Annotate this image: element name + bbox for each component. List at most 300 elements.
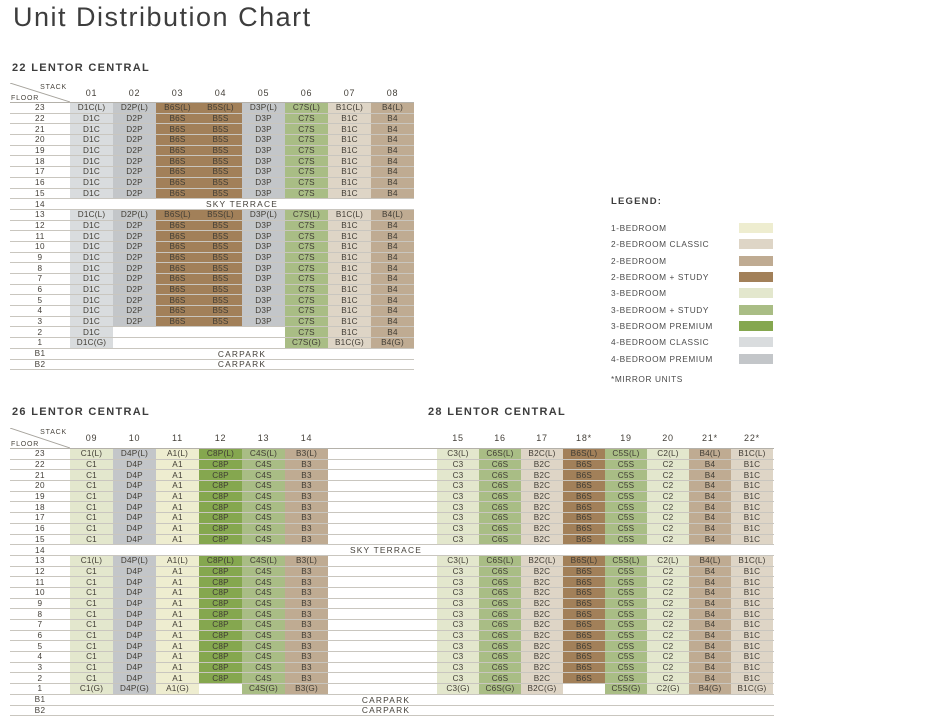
unit-cell: B6S: [156, 306, 199, 316]
unit-cell: C7S: [285, 146, 328, 156]
legend-item: [611, 318, 796, 334]
unit-cell: C4S(L): [242, 449, 285, 459]
floor-label: 8: [37, 609, 43, 619]
unit-cell: D4P(G): [113, 684, 156, 694]
unit-cell: B6S: [563, 620, 605, 630]
unit-cell: B6S: [563, 673, 605, 683]
legend-swatch: [739, 239, 773, 249]
unit-cell: B4: [371, 135, 414, 145]
floor-label: 6: [37, 631, 43, 641]
floor-row-14: [10, 199, 414, 210]
unit-cell: C1: [70, 652, 113, 662]
unit-cell: C6S: [479, 535, 521, 545]
unit-cell: D1C: [70, 189, 113, 199]
unit-cell: [113, 338, 156, 348]
unit-cell: C7S(L): [285, 210, 328, 220]
legend-swatch: [739, 337, 773, 347]
floor-label: 10: [35, 242, 45, 252]
unit-cell: D2P: [113, 178, 156, 188]
floor-row-1: [10, 684, 774, 695]
floor-row-6: [10, 285, 414, 296]
unit-cell: B3: [285, 588, 328, 598]
carpark-cell: CARPARK: [361, 694, 411, 705]
legend-label: 3-BEDROOM + STUDY: [611, 304, 710, 315]
unit-cell: D4P: [113, 631, 156, 641]
unit-cell: C3: [437, 641, 479, 651]
legend-label: 3-BEDROOM PREMIUM: [611, 320, 713, 331]
floor-row-17: [10, 513, 774, 524]
floor-row-11: [10, 577, 774, 588]
unit-cell: B4: [689, 567, 731, 577]
table-gap: [328, 567, 437, 577]
floor-row-23: [10, 449, 774, 460]
unit-cell: B1C: [328, 295, 371, 305]
unit-cell: B1C: [328, 306, 371, 316]
legend-label: 2-BEDROOM CLASSIC: [611, 239, 710, 250]
legend-swatch: [739, 223, 773, 233]
unit-cell: C1: [70, 577, 113, 587]
unit-cell: B4: [689, 641, 731, 651]
unit-cell: B4: [689, 631, 731, 641]
table-gap: [328, 535, 437, 545]
unit-cell: B1C: [731, 470, 773, 480]
unit-cell: D2P(L): [113, 210, 156, 220]
stack-header-label: 22*: [744, 433, 760, 443]
unit-cell: D3P: [242, 167, 285, 177]
unit-cell: A1: [156, 620, 199, 630]
unit-cell: D4P(L): [113, 556, 156, 566]
unit-cell: B4: [689, 492, 731, 502]
unit-cell: C4S: [242, 673, 285, 683]
unit-cell: A1: [156, 609, 199, 619]
table-gap: [328, 556, 437, 566]
stack-header-label: 10: [128, 433, 141, 443]
unit-cell: C7S: [285, 263, 328, 273]
unit-cell: [563, 684, 605, 694]
unit-cell: B6S(L): [563, 449, 605, 459]
unit-cell: C5S: [605, 513, 647, 523]
unit-cell: B4: [689, 577, 731, 587]
floor-label: 7: [37, 620, 43, 630]
unit-cell: D1C: [70, 167, 113, 177]
unit-cell: C4S: [242, 460, 285, 470]
unit-cell: C6S: [479, 524, 521, 534]
unit-cell: D1C: [70, 295, 113, 305]
stack-header-label: 05: [257, 87, 270, 98]
unit-cell: [199, 684, 242, 694]
unit-cell: B4: [371, 146, 414, 156]
unit-cell: C5S: [605, 641, 647, 651]
unit-cell: D2P: [113, 221, 156, 231]
unit-cell: D1C: [70, 274, 113, 284]
floor-label: 22: [35, 114, 45, 124]
unit-cell: D1C: [70, 124, 113, 134]
unit-cell: C3: [437, 620, 479, 630]
unit-cell: B6S: [156, 274, 199, 284]
unit-cell: B1C: [328, 231, 371, 241]
unit-cell: C6S: [479, 567, 521, 577]
legend-item: [611, 236, 796, 252]
floor-row-18: [10, 502, 774, 513]
unit-cell: A1(L): [156, 556, 199, 566]
unit-cell: B6S: [156, 135, 199, 145]
unit-cell: C7S: [285, 167, 328, 177]
unit-cell: D4P: [113, 513, 156, 523]
unit-cell: B5S: [199, 263, 242, 273]
unit-cell: B6S: [563, 609, 605, 619]
unit-cell: A1: [156, 652, 199, 662]
carpark-cell: CARPARK: [361, 705, 411, 716]
floor-row-3: [10, 663, 774, 674]
unit-cell: B3: [285, 641, 328, 651]
unit-cell: B1C: [328, 114, 371, 124]
unit-cell: B5S: [199, 146, 242, 156]
floor-row-22: [10, 460, 774, 471]
unit-cell: C1: [70, 481, 113, 491]
unit-cell: C3: [437, 673, 479, 683]
unit-cell: B6S: [563, 492, 605, 502]
unit-cell: C5S: [605, 588, 647, 598]
stack-header-label: 18*: [576, 433, 592, 443]
table-gap: [328, 470, 437, 480]
unit-cell: B3(L): [285, 556, 328, 566]
unit-cell: B6S: [563, 641, 605, 651]
floor-label: 19: [35, 146, 45, 156]
unit-cell: D3P: [242, 231, 285, 241]
unit-cell: B3: [285, 502, 328, 512]
unit-cell: B4: [689, 524, 731, 534]
unit-cell: A1: [156, 663, 199, 673]
unit-cell: C6S: [479, 460, 521, 470]
unit-cell: D4P: [113, 470, 156, 480]
floor-label: 21: [35, 124, 45, 134]
stack-header-label: 17: [536, 433, 548, 443]
legend-swatch: [739, 256, 773, 266]
unit-table-26-28: [10, 449, 774, 716]
unit-cell: D4P(L): [113, 449, 156, 459]
unit-cell: D4P: [113, 492, 156, 502]
unit-cell: C7S: [285, 306, 328, 316]
unit-cell: B5S(L): [199, 103, 242, 113]
unit-cell: C7S: [285, 221, 328, 231]
floor-label: 15: [35, 188, 45, 198]
table-gap: [328, 652, 437, 662]
floor-label: 1: [37, 338, 43, 348]
table-gap: [328, 588, 437, 598]
unit-cell: B2C(L): [521, 556, 563, 566]
unit-cell: B6S: [563, 513, 605, 523]
unit-cell: C6S(L): [479, 449, 521, 459]
unit-cell: C4S: [242, 641, 285, 651]
unit-cell: C4S(L): [242, 556, 285, 566]
floor-label: 22: [35, 460, 45, 470]
floor-label: 12: [35, 220, 45, 230]
unit-cell: B5S: [199, 189, 242, 199]
floor-row-15: [10, 535, 774, 546]
unit-cell: B4: [689, 588, 731, 598]
unit-cell: B6S: [563, 663, 605, 673]
floor-row-13: [10, 556, 774, 567]
table-header-22: [10, 83, 414, 103]
table-gap: [328, 577, 437, 587]
unit-cell: B5S: [199, 221, 242, 231]
unit-cell: C7S: [285, 295, 328, 305]
unit-cell: B4(L): [371, 210, 414, 220]
unit-cell: C5S: [605, 567, 647, 577]
unit-cell: C3: [437, 481, 479, 491]
unit-cell: B1C: [328, 221, 371, 231]
unit-cell: C5S: [605, 481, 647, 491]
unit-cell: C1: [70, 663, 113, 673]
legend-label: 2-BEDROOM: [611, 255, 667, 266]
legend-swatch: [739, 321, 773, 331]
unit-cell: C5S: [605, 524, 647, 534]
unit-cell: C8P: [199, 673, 242, 683]
unit-cell: D4P: [113, 481, 156, 491]
unit-cell: C5S: [605, 502, 647, 512]
unit-cell: B1C(L): [731, 556, 773, 566]
unit-cell: B4: [371, 242, 414, 252]
unit-cell: B1C: [328, 285, 371, 295]
table-gap: [328, 673, 437, 683]
floor-row-16: [10, 178, 414, 189]
unit-cell: D2P: [113, 306, 156, 316]
floor-row-B2: [10, 360, 414, 371]
unit-cell: C3: [437, 502, 479, 512]
stack-header-label: 09: [85, 433, 98, 443]
legend-items: [611, 220, 796, 367]
unit-cell: B1C: [731, 492, 773, 502]
unit-cell: D4P: [113, 652, 156, 662]
stack-header-label: 07: [343, 87, 356, 98]
unit-cell: B4: [371, 156, 414, 166]
floor-row-15: [10, 189, 414, 200]
unit-cell: B1C: [731, 502, 773, 512]
unit-cell: B2C: [521, 492, 563, 502]
floor-row-14: [10, 545, 774, 556]
unit-cell: B6S: [156, 189, 199, 199]
unit-cell: B1C: [731, 524, 773, 534]
unit-cell: B5S: [199, 253, 242, 263]
unit-cell: B6S: [156, 295, 199, 305]
unit-cell: D2P: [113, 135, 156, 145]
legend-item: [611, 301, 796, 317]
unit-cell: B4: [371, 124, 414, 134]
floor-row-8: [10, 263, 414, 274]
unit-cell: D2P: [113, 295, 156, 305]
stack-header-label: 12: [214, 433, 227, 443]
floor-row-8: [10, 609, 774, 620]
unit-cell: A1: [156, 524, 199, 534]
floor-row-18: [10, 156, 414, 167]
floor-row-23: [10, 103, 414, 114]
unit-cell: C8P: [199, 513, 242, 523]
unit-cell: B6S: [563, 535, 605, 545]
stack-header-label: 04: [214, 87, 227, 98]
unit-cell: B1C(G): [731, 684, 773, 694]
unit-cell: B6S(L): [563, 556, 605, 566]
floor-label: 12: [35, 566, 45, 576]
unit-cell: D2P: [113, 253, 156, 263]
table-header-26-28: [10, 428, 774, 449]
floor-label: 2: [37, 673, 43, 683]
floor-row-9: [10, 599, 774, 610]
unit-cell: D2P: [113, 231, 156, 241]
unit-cell: C7S: [285, 156, 328, 166]
unit-cell: D1C: [70, 231, 113, 241]
stack-axis-label: STACK: [40, 84, 67, 91]
floor-row-21: [10, 470, 774, 481]
unit-cell: B3: [285, 524, 328, 534]
unit-cell: C8P(L): [199, 556, 242, 566]
floor-row-19: [10, 492, 774, 503]
unit-cell: D3P: [242, 146, 285, 156]
unit-cell: C4S: [242, 663, 285, 673]
unit-cell: B1C: [731, 481, 773, 491]
unit-cell: A1: [156, 641, 199, 651]
unit-cell: D2P: [113, 263, 156, 273]
unit-cell: A1: [156, 577, 199, 587]
unit-cell: C5S: [605, 492, 647, 502]
unit-cell: C8P(L): [199, 449, 242, 459]
unit-cell: B1C(G): [328, 338, 371, 348]
unit-cell: C1: [70, 502, 113, 512]
unit-cell: C5S(L): [605, 449, 647, 459]
unit-cell: D4P: [113, 502, 156, 512]
floor-label: 3: [37, 317, 43, 327]
unit-cell: C2: [647, 599, 689, 609]
floor-label: B2: [34, 705, 46, 715]
floor-row-21: [10, 124, 414, 135]
floor-label: 3: [37, 663, 43, 673]
unit-cell: B4: [689, 652, 731, 662]
floor-label: 20: [35, 481, 45, 491]
unit-cell: C4S: [242, 492, 285, 502]
unit-cell: D3P: [242, 242, 285, 252]
unit-cell: B5S: [199, 285, 242, 295]
unit-cell: C5S: [605, 631, 647, 641]
unit-cell: B3: [285, 460, 328, 470]
unit-cell: C2: [647, 502, 689, 512]
unit-cell: D3P: [242, 295, 285, 305]
unit-cell: D1C: [70, 242, 113, 252]
unit-cell: C2: [647, 535, 689, 545]
unit-cell: C3: [437, 609, 479, 619]
floor-label: 5: [37, 295, 43, 305]
unit-cell: D3P(L): [242, 103, 285, 113]
unit-cell: B4: [371, 263, 414, 273]
floor-label: 17: [35, 167, 45, 177]
unit-cell: C7S: [285, 189, 328, 199]
floor-label: 6: [37, 285, 43, 295]
unit-cell: C3: [437, 460, 479, 470]
unit-cell: B6S(L): [156, 210, 199, 220]
floor-axis-label: FLOOR: [11, 441, 40, 448]
unit-cell: D3P: [242, 156, 285, 166]
unit-cell: C2: [647, 673, 689, 683]
unit-cell: B6S: [563, 588, 605, 598]
unit-cell: B2C(G): [521, 684, 563, 694]
floor-label: 16: [35, 524, 45, 534]
unit-cell: B3: [285, 631, 328, 641]
unit-cell: B6S: [563, 577, 605, 587]
unit-cell: C7S: [285, 317, 328, 327]
floor-label: 11: [35, 231, 45, 241]
unit-cell: B5S(L): [199, 210, 242, 220]
tower-22-section: [10, 62, 414, 370]
table-gap: [328, 428, 437, 448]
unit-cell: C3: [437, 513, 479, 523]
floor-row-7: [10, 274, 414, 285]
floor-row-B2: [10, 706, 774, 717]
unit-cell: [199, 338, 242, 348]
unit-cell: C2: [647, 524, 689, 534]
unit-cell: B6S: [156, 242, 199, 252]
unit-cell: B3: [285, 652, 328, 662]
floor-label: 16: [35, 178, 45, 188]
unit-cell: B4: [689, 481, 731, 491]
unit-cell: D1C: [70, 135, 113, 145]
unit-cell: C1: [70, 599, 113, 609]
unit-cell: B4: [371, 317, 414, 327]
unit-cell: D3P: [242, 306, 285, 316]
unit-cell: B2C(L): [521, 449, 563, 459]
unit-cell: C4S: [242, 567, 285, 577]
unit-cell: C6S(G): [479, 684, 521, 694]
unit-cell: B4: [371, 274, 414, 284]
unit-cell: B6S: [156, 124, 199, 134]
legend-item: [611, 334, 796, 350]
unit-cell: C2: [647, 588, 689, 598]
unit-cell: C2(L): [647, 556, 689, 566]
unit-cell: B3(G): [285, 684, 328, 694]
unit-cell: D1C: [70, 114, 113, 124]
unit-cell: A1: [156, 631, 199, 641]
unit-cell: B4: [371, 295, 414, 305]
unit-cell: B6S: [156, 114, 199, 124]
unit-cell: D2P: [113, 114, 156, 124]
unit-cell: A1: [156, 535, 199, 545]
unit-cell: B4(L): [689, 556, 731, 566]
unit-cell: C5S: [605, 535, 647, 545]
unit-cell: [242, 327, 285, 337]
table-gap: [328, 641, 437, 651]
unit-cell: D2P: [113, 242, 156, 252]
legend-label: 4-BEDROOM PREMIUM: [611, 353, 713, 364]
unit-cell: D4P: [113, 641, 156, 651]
unit-cell: D4P: [113, 588, 156, 598]
unit-cell: C1: [70, 609, 113, 619]
unit-cell: B4: [371, 285, 414, 295]
unit-cell: C5S: [605, 599, 647, 609]
unit-cell: B6S: [563, 652, 605, 662]
unit-cell: B4: [689, 663, 731, 673]
unit-cell: D4P: [113, 673, 156, 683]
unit-cell: B6S: [563, 599, 605, 609]
unit-cell: C2: [647, 470, 689, 480]
unit-cell: C6S: [479, 492, 521, 502]
table-gap: [328, 492, 437, 502]
stack-header-label: 16: [494, 433, 506, 443]
stack-axis-label: STACK: [40, 429, 67, 436]
unit-cell: C8P: [199, 460, 242, 470]
floor-label: 5: [37, 641, 43, 651]
unit-cell: D2P: [113, 146, 156, 156]
floor-row-5: [10, 641, 774, 652]
unit-cell: B1C: [731, 609, 773, 619]
unit-cell: C8P: [199, 535, 242, 545]
unit-cell: B1C: [328, 274, 371, 284]
